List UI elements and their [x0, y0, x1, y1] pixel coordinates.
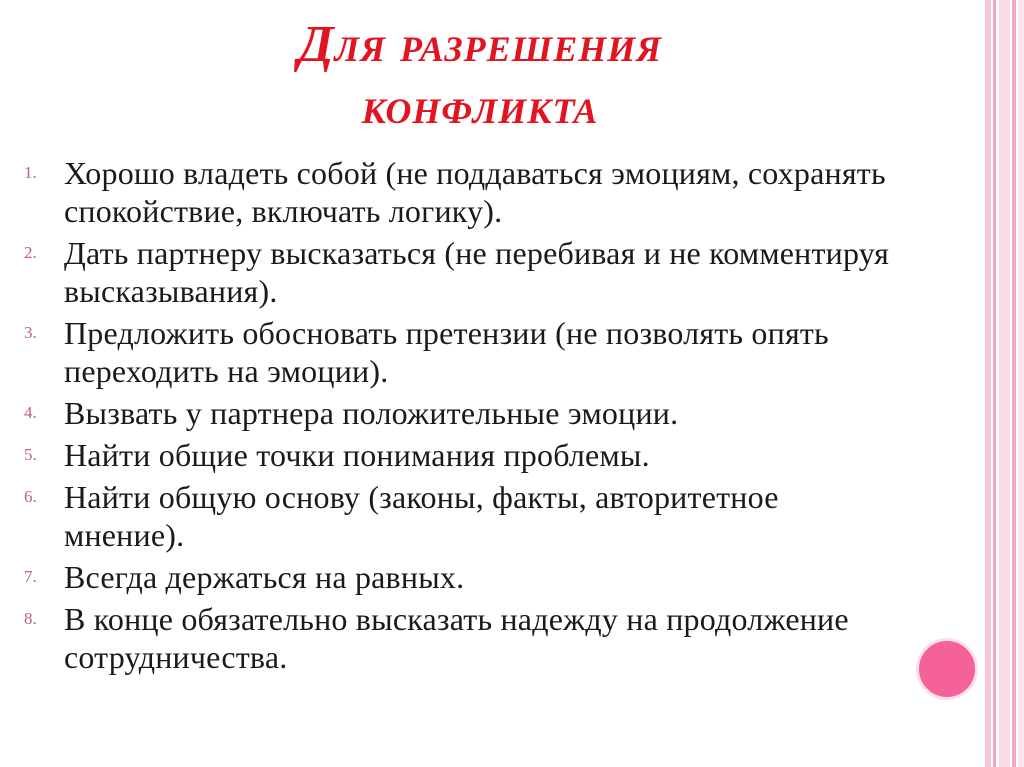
item-text: Предложить обосновать претензии (не позволять опять переходить на эмоции). — [64, 315, 829, 389]
decorative-stripe — [985, 0, 991, 767]
item-text: Найти общие точки понимания проблемы. — [64, 437, 650, 473]
item-text: Найти общую основу (законы, факты, авторитетное мнение). — [64, 479, 779, 553]
item-number: 8. — [24, 609, 37, 628]
item-number: 6. — [24, 487, 37, 506]
item-text: Вызвать у партнера положительные эмоции. — [64, 395, 679, 431]
title-line-2: конфликта — [361, 78, 599, 135]
list-item — [24, 314, 904, 390]
title-line-1: Для разрешения — [297, 16, 663, 73]
item-number: 7. — [24, 567, 37, 586]
item-number: 5. — [24, 445, 37, 464]
list-item — [24, 478, 904, 554]
item-text: Хорошо владеть собой (не поддаваться эмоциям, сохранять спокойствие, включать логику). — [64, 155, 886, 229]
item-number: 2. — [24, 243, 37, 262]
item-text: Дать партнеру высказаться (не перебивая и не комментируя высказывания). — [64, 235, 890, 309]
list-item — [24, 394, 904, 432]
decorative-stripe — [999, 0, 1010, 767]
decorative-stripe — [1012, 0, 1016, 767]
slide-title — [0, 14, 960, 138]
decorative-stripe — [993, 0, 996, 767]
item-number: 3. — [24, 323, 37, 342]
decorative-stripe — [1018, 0, 1024, 767]
list-item — [24, 558, 904, 596]
decorative-circle-icon — [916, 638, 978, 700]
list-item — [24, 436, 904, 474]
list-item — [24, 234, 904, 310]
list-item — [24, 154, 904, 230]
item-number: 4. — [24, 403, 37, 422]
item-text: В конце обязательно высказать надежду на продолжение сотрудничества. — [64, 601, 849, 675]
list-item — [24, 600, 904, 676]
numbered-list — [24, 154, 904, 680]
item-text: Всегда держаться на равных. — [64, 559, 465, 595]
item-number: 1. — [24, 163, 37, 182]
